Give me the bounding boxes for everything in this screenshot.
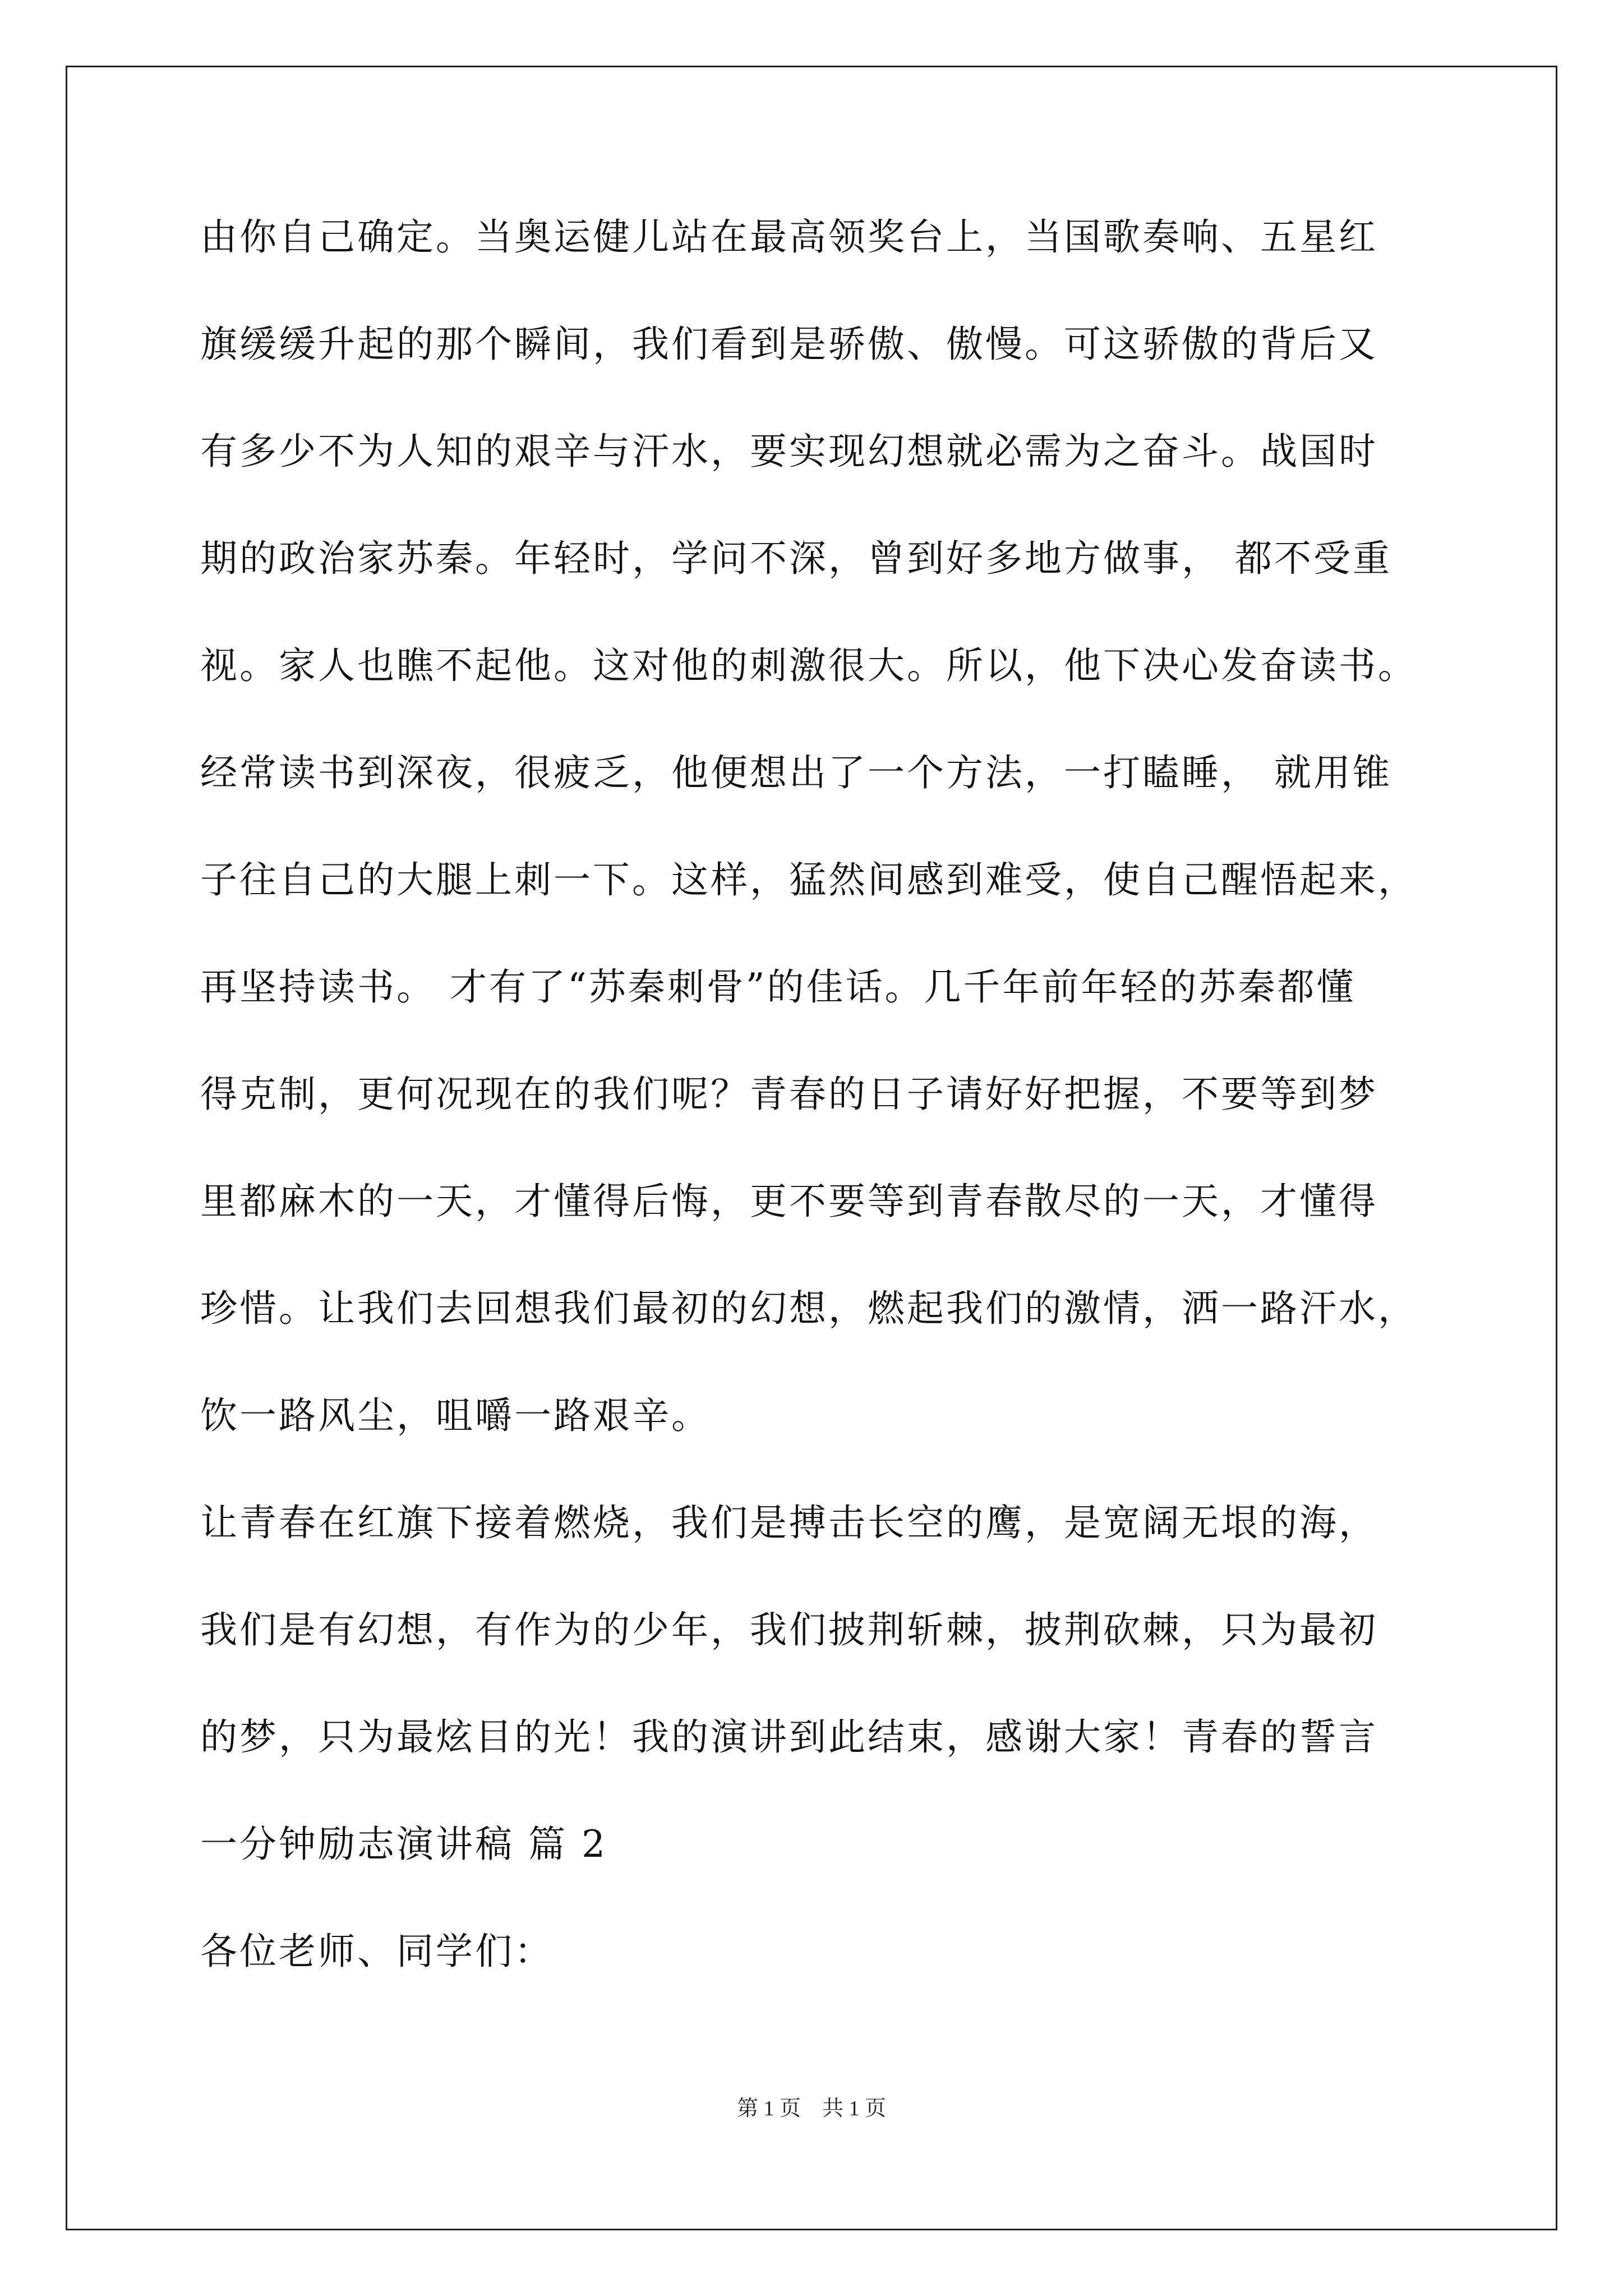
text-line-10: 里都麻木的一天，才懂得后悔，更不要等到青春散尽的一天，才懂得 [200, 1180, 1378, 1223]
text-line-7: 子往自己的大腿上刺一下。这样，猛然间感到难受，使自己醒悟起来， [200, 858, 1417, 901]
salutation: 各位老师、同学们： [200, 1930, 554, 1973]
section-heading: 一分钟励志演讲稿 篇 2 [200, 1823, 607, 1866]
text-line-5: 视。家人也瞧不起他。这对他的刺激很大。所以，他下决心发奋读书。 [200, 644, 1417, 687]
text-line-12: 饮一路风尘，咀嚼一路艰辛。 [200, 1394, 711, 1437]
text-line-15: 的梦，只为最炫目的光！我的演讲到此结束，感谢大家！青春的誓言 [200, 1715, 1378, 1759]
text-line-6: 经常读书到深夜，很疲乏，他便想出了一个方法，一打瞌睡， 就用锥 [200, 751, 1392, 794]
page-number-footer: 第 1 页 共 1 页 [736, 2097, 886, 2120]
text-line-8: 再坚持读书。 才有了“苏秦刺骨”的佳话。几千年前年轻的苏秦都懂 [200, 965, 1356, 1009]
text-line-4: 期的政治家苏秦。年轻时，学问不深，曾到好多地方做事， 都不受重 [200, 537, 1392, 580]
text-line-11: 珍惜。让我们去回想我们最初的幻想，燃起我们的激情，洒一路汗水， [200, 1287, 1417, 1330]
document-body [200, 215, 1451, 2040]
text-line-9: 得克制，更何况现在的我们呢？青春的日子请好好把握，不要等到梦 [200, 1073, 1378, 1116]
text-line-3: 有多少不为人知的艰辛与汗水，要实现幻想就必需为之奋斗。战国时 [200, 430, 1378, 473]
text-line-13: 让青春在红旗下接着燃烧，我们是搏击长空的鹰，是宽阔无垠的海， [200, 1501, 1378, 1544]
text-line-2: 旗缓缓升起的那个瞬间，我们看到是骄傲、傲慢。可这骄傲的背后又 [200, 323, 1378, 366]
text-line-1: 由你自己确定。当奥运健儿站在最高领奖台上，当国歌奏响、五星红 [200, 215, 1378, 259]
text-line-14: 我们是有幻想，有作为的少年，我们披荆斩棘，披荆砍棘，只为最初 [200, 1608, 1378, 1651]
